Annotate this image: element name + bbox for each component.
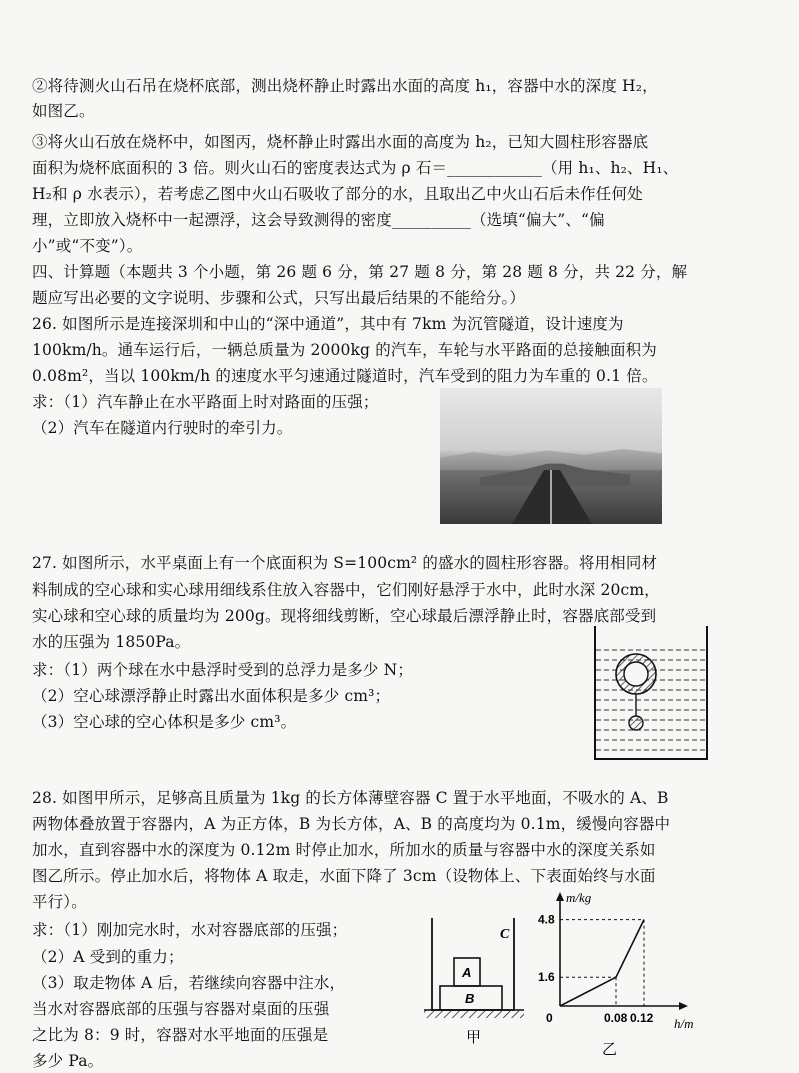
text-line: 面积为烧杯底面积的 3 倍。则火山石的密度表达式为 ρ 石＝____________（用 h₁、h₂、H₁、: [32, 159, 679, 177]
text-line: 当水对容器底部的压强与容器对桌面的压强: [32, 1000, 330, 1018]
caption-jia: 甲: [466, 1028, 482, 1046]
hollow-ball-cavity: [624, 662, 648, 686]
text-line: 如图乙。: [32, 102, 95, 120]
mass-depth-line: [560, 920, 644, 1006]
tunnel-photo: [440, 388, 662, 524]
text-line: 两物体叠放置于容器内，A 为正方体，B 为长方体，A、B 的高度均为 0.1m，缓慢向容器中: [32, 815, 671, 833]
text-line: ②将待测火山石吊在烧杯底部，测出烧杯静止时露出水面的高度 h₁，容器中水的深度 H₂，: [32, 77, 658, 95]
text-line: H₂和 ρ 水表示），若考虑乙图中火山石吸收了部分的水，且取出乙中火山石后未作任何处: [32, 185, 643, 203]
text-line: 实心球和空心球的质量均为 200g。现将细线剪断，空心球最后漂浮静止时，容器底部受到: [32, 607, 657, 625]
text-line: 理，立即放入烧杯中一起漂浮，这会导致测得的密度__________（选填“偏大”、“偏: [32, 211, 605, 229]
text-line: 水的压强为 1850Pa。: [32, 633, 191, 651]
text-line: （2）A 受到的重力；: [32, 948, 184, 966]
y-axis-label: m/kg: [566, 890, 592, 905]
x-tick-label: 0: [546, 1011, 553, 1025]
text-line: 加水，直到容器中水的深度为 0.12m 时停止加水，所加水的质量与容器中水的深度关系如: [32, 841, 656, 859]
text-line: 求：（1）刚加完水时，水对容器底部的压强；: [32, 921, 348, 939]
text-line: 求：（1）两个球在水中悬浮时受到的总浮力是多少 N；: [32, 661, 414, 679]
text-line: 平行）。: [32, 893, 87, 911]
container-wall: [595, 626, 707, 759]
text-line: （2）汽车在隧道内行驶时的牵引力。: [32, 419, 293, 437]
text-line: （3）空心球的空心体积是多少 cm³。: [32, 713, 297, 731]
solid-ball: [629, 716, 643, 730]
text-line: ③将火山石放在烧杯中，如图丙，烧杯静止时露出水面的高度为 h₂，已知大圆柱形容器底: [32, 133, 649, 151]
question-28: 28. 如图甲所示，足够高且质量为 1kg 的长方体薄壁容器 C 置于水平地面，不吸水的 A、B: [32, 789, 669, 807]
question-27: 27. 如图所示，水平桌面上有一个底面积为 S=100cm² 的盛水的圆柱形容器。将用相同材: [32, 554, 658, 572]
question-26: 26. 如图所示是连接深圳和中山的“深中通道”，其中有 7km 为沉管隧道，设计速度为: [32, 315, 624, 333]
x-axis-label: h/m: [674, 1016, 694, 1031]
text-line: 0.08m²，当以 100km/h 的速度水平匀速通过隧道时，汽车受到的阻力为车重的 0.1 倍。: [32, 367, 658, 385]
x-tick-label: 0.12: [630, 1011, 654, 1025]
text-line: 图乙所示。停止加水后，将物体 A 取走，水面下降了 3cm（设物体上、下表面始终与水面: [32, 867, 656, 885]
x-tick-label: 0.08: [604, 1011, 628, 1025]
text-line: 求：（1）汽车静止在水平路面上时对路面的压强；: [32, 393, 379, 411]
graph-layer: [538, 913, 654, 1025]
label-c: C: [500, 927, 510, 942]
y-tick-label: 1.6: [538, 970, 555, 985]
container-figure: [592, 622, 710, 762]
ground: [424, 1010, 524, 1018]
text-line: 之比为 8：9 时，容器对水平地面的压强是: [32, 1026, 329, 1044]
text-line: 小”或“不变”）。: [32, 237, 143, 255]
caption-yi: 乙: [602, 1040, 618, 1058]
text-line: 料制成的空心球和实心球用细线系住放入容器中，它们刚好悬浮于水中，此时水深 20cm，: [32, 581, 660, 599]
figure-jia: [420, 914, 530, 1054]
label-a: A: [462, 965, 472, 980]
text-line: （3）取走物体 A 后，若继续向容器中注水，: [32, 974, 346, 992]
text-line: 多少 Pa。: [32, 1052, 104, 1070]
section-heading: 四、计算题（本题共 3 个小题，第 26 题 6 分，第 27 题 8 分，第 28 题 8 分，共 22 分，解: [32, 263, 688, 281]
text-line: 100km/h。通车运行后，一辆总质量为 2000kg 的汽车，车轮与水平路面的总接触面积为: [32, 341, 657, 359]
text-line: （2）空心球漂浮静止时露出水面体积是多少 cm³；: [32, 687, 391, 705]
y-tick-label: 4.8: [538, 912, 555, 927]
figure-yi: [536, 888, 706, 1064]
label-b: B: [465, 991, 475, 1006]
text-line: 题应写出必要的文字说明、步骤和公式，只写出最后结果的不能给分。）: [32, 289, 526, 307]
